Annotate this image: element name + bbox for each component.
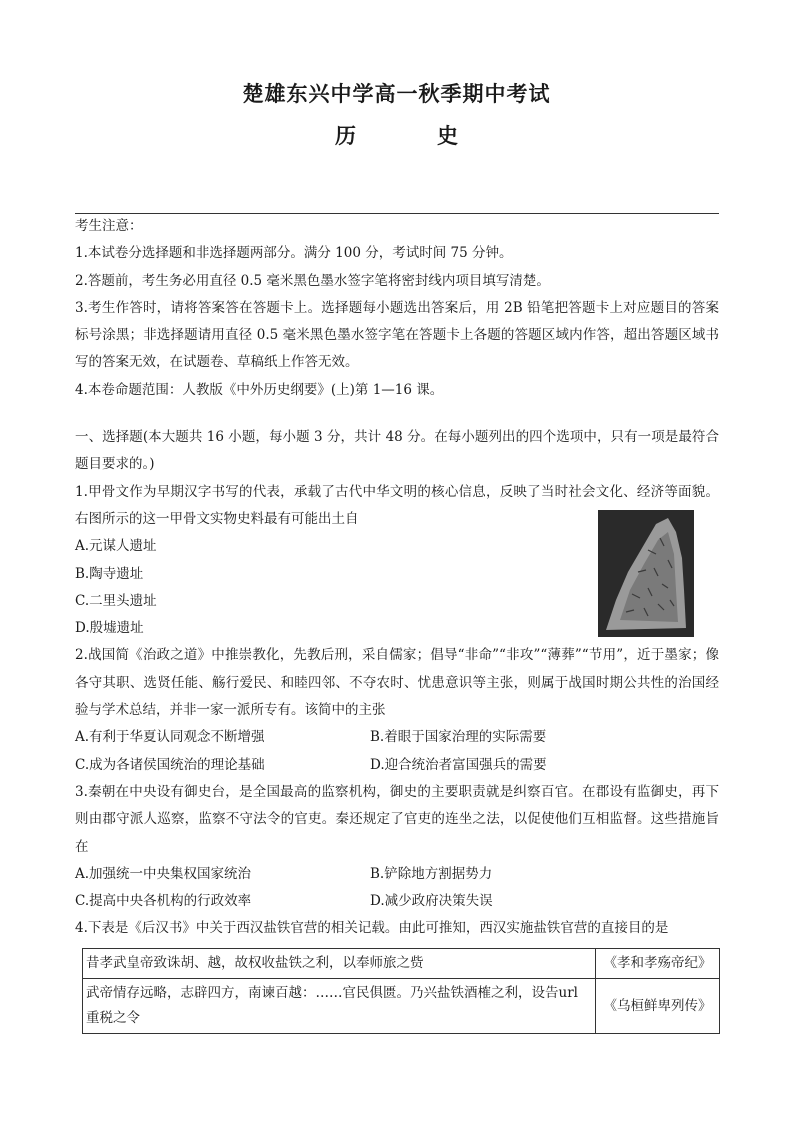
table-row xyxy=(83,949,720,979)
q2-options-row-1 xyxy=(75,724,719,751)
table-row xyxy=(83,979,720,1034)
q1-option-d: D.殷墟遗址 xyxy=(75,620,144,637)
q3-options-row-2 xyxy=(75,888,719,915)
q1-stem: 1.甲骨文作为早期汉字书写的代表，承载了古代中华文明的核心信息，反映了当时社会文化、经济等面貌。右图所示的这一甲骨文实物史料最有可能出土自 xyxy=(75,483,719,527)
table-cell-source: 《乌桓鲜卑列传》 xyxy=(596,979,720,1034)
q4-source-table xyxy=(82,948,720,1034)
notice-item-3: 3.考生作答时，请将答案答在答题卡上。选择题每小题选出答案后，用 2B 铅笔把答题卡上对应题目的答案标号涂黑；非选择题请用直径 0.5 毫米黑色墨水签字笔在答题卡上各题的答题区域内作答，超出答题区域书写的答案无效，在试题卷、草稿纸上作答无效。 xyxy=(75,299,719,371)
notice-item-2: 2.答题前，考生务必用直径 0.5 毫米黑色墨水签字笔将密封线内项目填写清楚。 xyxy=(75,272,550,289)
exam-subject: 历 史 xyxy=(335,123,488,148)
spacer xyxy=(75,404,719,424)
q1-option-b: B.陶寺遗址 xyxy=(75,565,144,582)
table-cell-source: 《孝和孝殇帝纪》 xyxy=(596,949,720,979)
section1-heading: 一、选择题(本大题共 16 小题，每小题 3 分，共计 48 分。在每小题列出的四个选项中，只有一项是最符合题目要求的。) xyxy=(75,429,719,473)
q3-option-a: A.加强统一中央集权国家统治 xyxy=(75,865,252,882)
q3-option-d: D.减少政府决策失误 xyxy=(370,893,493,910)
q4-stem: 4.下表是《后汉书》中关于西汉盐铁官营的相关记载。由此可推知，西汉实施盐铁官营的直接目的是 xyxy=(75,920,669,937)
q3-options-row-1 xyxy=(75,861,719,888)
q1-option-c: C.二里头遗址 xyxy=(75,592,157,609)
q3-stem: 3.秦朝在中央设有御史台，是全国最高的监察机构，御史的主要职责就是纠察百官。在郡设有监御史，再下则由郡守派人巡察，监察不守法令的官吏。秦还规定了官吏的连坐之法，以促使他们互相监督。这些措施旨在 xyxy=(75,783,719,855)
q2-option-b: B.着眼于国家治理的实际需要 xyxy=(370,729,547,746)
notice-heading: 考生注意： xyxy=(75,218,143,234)
q1-option-a: A.元谋人遗址 xyxy=(75,538,157,555)
table-cell-text: 昔孝武皇帝致诛胡、越，故权收盐铁之利，以奉师旅之赀 xyxy=(83,949,596,979)
q2-option-c: C.成为各诸侯国统治的理论基础 xyxy=(75,756,265,773)
q2-stem: 2.战国简《治政之道》中推崇教化，先教后刑，采自儒家；倡导“非命”“非攻”“薄葬”“节用”，近于墨家；像各守其职、选贤任能、觞行爱民、和睦四邻、不夺农时、忧患意识等主张，则属于战国时期公共性的治国经验与学术总结，并非一家一派所专有。该简中的主张 xyxy=(75,647,719,719)
q2-option-d: D.迎合统治者富国强兵的需要 xyxy=(370,756,547,773)
notice-item-1: 1.本试卷分选择题和非选择题两部分。满分 100 分，考试时间 75 分钟。 xyxy=(75,245,513,262)
q2-options-row-2 xyxy=(75,752,719,779)
q3-option-c: C.提高中央各机构的行政效率 xyxy=(75,893,252,910)
q3-option-b: B.铲除地方割据势力 xyxy=(370,865,493,882)
notice-item-4: 4.本卷命题范围：人教版《中外历史纲要》(上)第 1—16 课。 xyxy=(75,381,444,398)
table-cell-text: 武帝情存远略，志辟四方，南谏百越：……官民俱匮。乃兴盐铁酒榷之利，设告url 重税之令 xyxy=(83,979,596,1034)
exam-title: 楚雄东兴中学高一秋季期中考试 xyxy=(242,81,551,106)
oracle-bone-photo-icon xyxy=(598,510,694,637)
q2-option-a: A.有利于华夏认同观念不断增强 xyxy=(75,729,265,746)
